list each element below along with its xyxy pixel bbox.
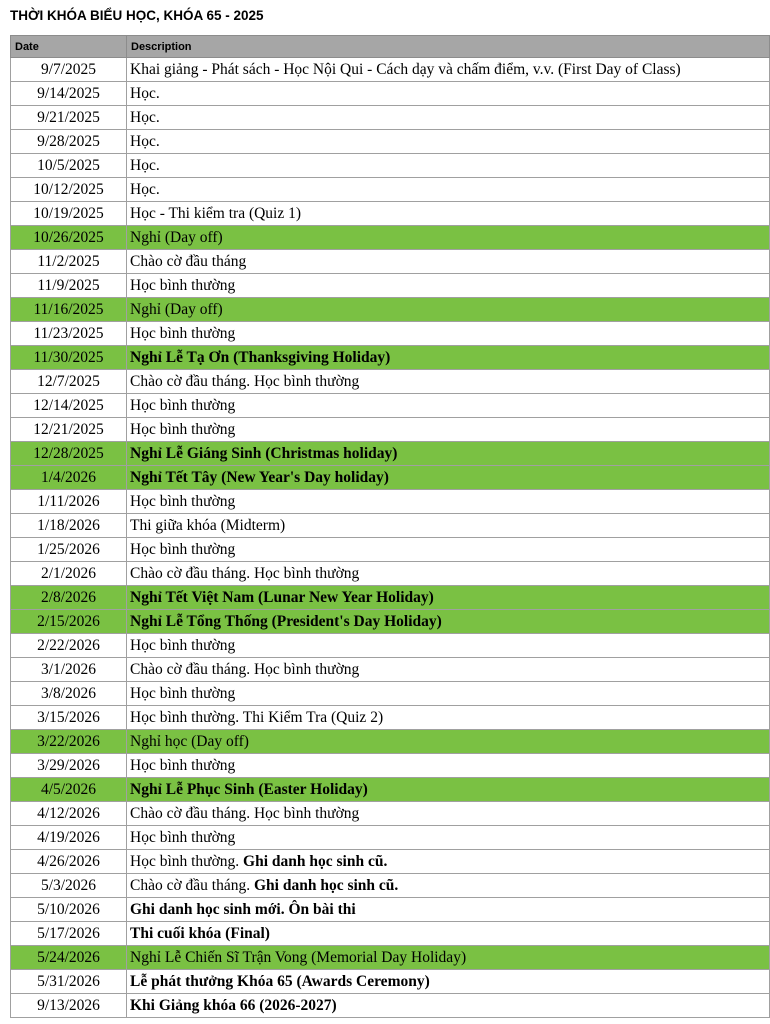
description-cell: Học bình thường	[127, 538, 770, 562]
description-cell: Học bình thường	[127, 826, 770, 850]
date-cell: 11/9/2025	[11, 274, 127, 298]
table-row	[11, 634, 770, 658]
description-text: Học bình thường.	[130, 852, 240, 870]
schedule-table	[10, 35, 770, 1018]
date-cell: 9/13/2026	[11, 994, 127, 1018]
table-row	[11, 466, 770, 490]
date-cell: 2/15/2026	[11, 610, 127, 634]
table-row	[11, 322, 770, 346]
description-cell: Học bình thường	[127, 418, 770, 442]
table-row	[11, 946, 770, 970]
page-title: THỜI KHÓA BIỂU HỌC, KHÓA 65 - 2025	[10, 8, 264, 23]
date-cell: 3/29/2026	[11, 754, 127, 778]
date-cell: 5/24/2026	[11, 946, 127, 970]
date-cell: 12/7/2025	[11, 370, 127, 394]
table-row	[11, 850, 770, 874]
table-row	[11, 562, 770, 586]
table-row	[11, 874, 770, 898]
date-cell: 9/7/2025	[11, 58, 127, 82]
description-column-header: Description	[127, 36, 770, 58]
date-cell: 12/28/2025	[11, 442, 127, 466]
date-cell: 5/17/2026	[11, 922, 127, 946]
table-row	[11, 58, 770, 82]
description-cell: Học bình thường	[127, 682, 770, 706]
table-row	[11, 394, 770, 418]
description-cell: Học bình thường	[127, 274, 770, 298]
date-cell: 2/22/2026	[11, 634, 127, 658]
description-cell: Chào cờ đầu tháng. Học bình thường	[127, 658, 770, 682]
description-bold-text: Ghi danh học sinh cũ.	[243, 852, 388, 870]
table-row	[11, 922, 770, 946]
table-body	[11, 58, 770, 1018]
date-cell: 2/8/2026	[11, 586, 127, 610]
date-cell: 3/15/2026	[11, 706, 127, 730]
date-cell: 3/22/2026	[11, 730, 127, 754]
date-cell: 9/28/2025	[11, 130, 127, 154]
table-row	[11, 274, 770, 298]
date-cell: 10/12/2025	[11, 178, 127, 202]
date-cell: 11/16/2025	[11, 298, 127, 322]
description-text: Chào cờ đầu tháng.	[130, 876, 251, 894]
date-cell: 11/23/2025	[11, 322, 127, 346]
table-row	[11, 778, 770, 802]
table-header-row	[11, 36, 770, 58]
table-row	[11, 658, 770, 682]
description-cell: Nghỉ Tết Tây (New Year's Day holiday)	[127, 466, 770, 490]
table-row	[11, 610, 770, 634]
date-cell: 1/25/2026	[11, 538, 127, 562]
date-cell: 11/2/2025	[11, 250, 127, 274]
description-cell: Khi Giảng khóa 66 (2026-2027)	[127, 994, 770, 1018]
date-cell: 4/26/2026	[11, 850, 127, 874]
description-cell: Lễ phát thưởng Khóa 65 (Awards Ceremony)	[127, 970, 770, 994]
description-cell	[127, 874, 770, 898]
date-cell: 9/21/2025	[11, 106, 127, 130]
description-cell: Học bình thường	[127, 754, 770, 778]
description-cell: Học.	[127, 82, 770, 106]
table-row	[11, 250, 770, 274]
description-cell: Chào cờ đầu tháng. Học bình thường	[127, 370, 770, 394]
date-cell: 3/8/2026	[11, 682, 127, 706]
table-row	[11, 802, 770, 826]
description-cell: Học - Thi kiểm tra (Quiz 1)	[127, 202, 770, 226]
date-cell: 11/30/2025	[11, 346, 127, 370]
description-cell: Nghỉ Lễ Chiến Sĩ Trận Vong (Memorial Day Holiday)	[127, 946, 770, 970]
date-cell: 1/18/2026	[11, 514, 127, 538]
date-cell: 2/1/2026	[11, 562, 127, 586]
description-cell: Chào cờ đầu tháng. Học bình thường	[127, 562, 770, 586]
description-cell	[127, 850, 770, 874]
description-cell: Học.	[127, 154, 770, 178]
description-cell: Chào cờ đầu tháng	[127, 250, 770, 274]
description-cell: Nghỉ Lễ Phục Sinh (Easter Holiday)	[127, 778, 770, 802]
description-cell: Nghỉ Tết Việt Nam (Lunar New Year Holiday)	[127, 586, 770, 610]
table-row	[11, 106, 770, 130]
table-row	[11, 754, 770, 778]
table-row	[11, 226, 770, 250]
table-row	[11, 682, 770, 706]
description-cell: Chào cờ đầu tháng. Học bình thường	[127, 802, 770, 826]
table-row	[11, 970, 770, 994]
description-cell: Học bình thường	[127, 490, 770, 514]
table-row	[11, 202, 770, 226]
table-row	[11, 586, 770, 610]
table-row	[11, 82, 770, 106]
date-cell: 5/10/2026	[11, 898, 127, 922]
date-cell: 5/31/2026	[11, 970, 127, 994]
description-cell: Ghi danh học sinh mới. Ôn bài thi	[127, 898, 770, 922]
table-row	[11, 898, 770, 922]
description-cell: Học.	[127, 106, 770, 130]
table-row	[11, 154, 770, 178]
table-row	[11, 514, 770, 538]
date-cell: 4/19/2026	[11, 826, 127, 850]
date-cell: 4/12/2026	[11, 802, 127, 826]
description-cell: Thi cuối khóa (Final)	[127, 922, 770, 946]
description-cell: Nghỉ Lễ Tổng Thống (President's Day Holiday)	[127, 610, 770, 634]
date-cell: 10/5/2025	[11, 154, 127, 178]
description-cell: Nghỉ học (Day off)	[127, 730, 770, 754]
table-row	[11, 298, 770, 322]
description-cell: Học.	[127, 130, 770, 154]
description-cell: Học bình thường. Thi Kiểm Tra (Quiz 2)	[127, 706, 770, 730]
table-row	[11, 706, 770, 730]
date-cell: 10/26/2025	[11, 226, 127, 250]
description-cell: Nghỉ Lễ Tạ Ơn (Thanksgiving Holiday)	[127, 346, 770, 370]
date-cell: 12/14/2025	[11, 394, 127, 418]
description-cell: Học.	[127, 178, 770, 202]
description-cell: Học bình thường	[127, 322, 770, 346]
date-cell: 4/5/2026	[11, 778, 127, 802]
date-cell: 5/3/2026	[11, 874, 127, 898]
table-row	[11, 994, 770, 1018]
table-row	[11, 346, 770, 370]
date-cell: 12/21/2025	[11, 418, 127, 442]
description-cell: Nghỉ (Day off)	[127, 298, 770, 322]
date-cell: 1/4/2026	[11, 466, 127, 490]
table-row	[11, 730, 770, 754]
description-cell: Nghỉ (Day off)	[127, 226, 770, 250]
date-cell: 10/19/2025	[11, 202, 127, 226]
date-column-header: Date	[11, 36, 127, 58]
table-row	[11, 178, 770, 202]
table-row	[11, 490, 770, 514]
description-cell: Học bình thường	[127, 394, 770, 418]
date-cell: 1/11/2026	[11, 490, 127, 514]
date-cell: 3/1/2026	[11, 658, 127, 682]
description-cell: Học bình thường	[127, 634, 770, 658]
date-cell: 9/14/2025	[11, 82, 127, 106]
table-row	[11, 370, 770, 394]
table-row	[11, 442, 770, 466]
description-bold-text: Ghi danh học sinh cũ.	[254, 876, 399, 894]
table-row	[11, 826, 770, 850]
description-cell: Nghỉ Lễ Giáng Sinh (Christmas holiday)	[127, 442, 770, 466]
table-row	[11, 418, 770, 442]
description-cell: Khai giảng - Phát sách - Học Nội Qui - Cách dạy và chấm điểm, v.v. (First Day of Class)	[127, 58, 770, 82]
table-row	[11, 130, 770, 154]
description-cell: Thi giữa khóa (Midterm)	[127, 514, 770, 538]
table-row	[11, 538, 770, 562]
